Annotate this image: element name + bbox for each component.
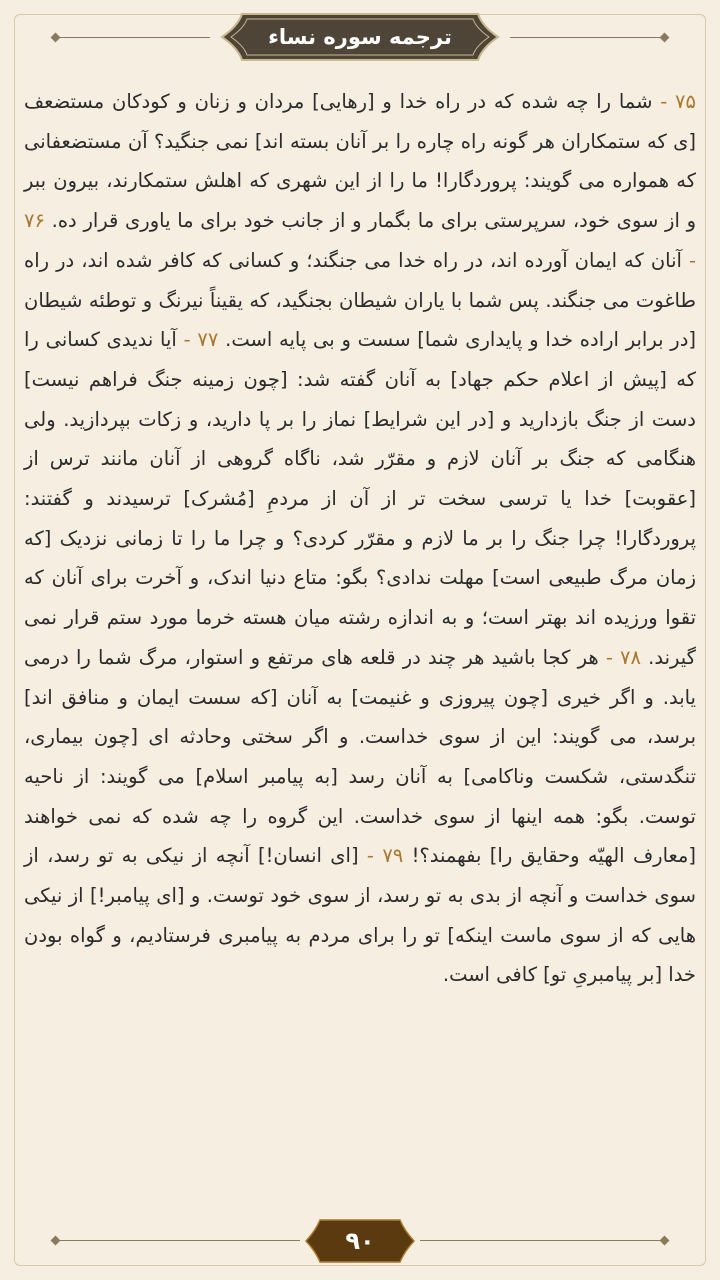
translation-text — [24, 82, 696, 995]
page-number-plaque — [304, 1218, 416, 1264]
footer-ornament-right — [660, 1236, 670, 1246]
verse-text-75: شما را چه شده که در راه خدا و [رهایی] مردان و زنان و کودکان مستضعف [ی که ستمکاران هر گونه راه چاره را بر آنان بسته اند] نمی جنگید؟ آن مستضعفانی که همواره می گویند: پروردگارا! ما را از این شهری که اهلش ستمکارند، بیرون ببر و از سوی خود، سرپرستی برای ما بگمار و از جانب خود برای ما یاوری قرار ده. — [24, 90, 696, 233]
verse-number-78: ۷۸ - — [605, 645, 641, 669]
header-divider-right — [510, 37, 660, 38]
footer-ornament-left — [51, 1236, 61, 1246]
header-ornament-left — [51, 33, 61, 43]
footer-divider-right — [420, 1240, 660, 1241]
header — [0, 10, 720, 64]
verse-number-75: ۷۵ - — [660, 90, 696, 113]
verse-text-78: هر کجا باشید هر چند در قلعه های مرتفع و استوار، مرگ شما را درمی یابد. و اگر خیری [چون پیروزی و غنیمت] به آنان [که سست ایمان و منافق اند] برسد، می گویند: این از سوی خداست. و اگر سختی وحادثه ای [چون بیماری، تنگدستی، شکست وناکامی] به آنان رسد [به پیامبر اسلام] می گویند: از ناحیه توست. بگو: همه اینها از سوی خداست. این گروه را چه شده که نمی خواهند [معارف الهیّه وحقایق را] بفهمند؟! — [24, 645, 696, 868]
footer-divider-left — [60, 1240, 300, 1241]
verse-text-76: آنان که ایمان آورده اند، در راه خدا می جنگند؛ و کسانی که کافر شده اند، در راه طاغوت می جنگند. پس شما با یاران شیطان بجنگید، که یقیناً نیرنگ و توطئه شیطان [در برابر اراده خدا و پایداری شما] سست و بی پایه است. — [24, 248, 696, 352]
header-ornament-right — [660, 33, 670, 43]
verse-number-79: ۷۹ - — [366, 844, 404, 868]
page-title: ترجمه سوره نساء — [268, 25, 452, 49]
verse-text-77: آیا ندیدی کسانی را که [پیش از اعلام حکم جهاد] به آنان گفته شد: [چون زمینه جنگ فراهم نیست] دست از جنگ بازدارید و [در این شرایط] نماز را بر پا دارید، و زکات بپردازید. ولی هنگامی که جنگ بر آنان لازم و مقرّر شد، ناگاه گروهی از آنان مانند ترس از [عقوبت] خدا یا ترسی سخت تر از آن از مردمِ [مُشرک] ترسیدند و گفتند: پروردگارا! چرا جنگ را بر ما لازم و مقرّر کردی؟ و چرا ما را تا زمانی نزدیک [که زمان مرگ طبیعی است] مهلت ندادی؟ بگو: متاع دنیا اندک، و آخرت برای آنان که تقوا ورزیده اند بهتر است؛ و به اندازه رشته میان هسته خرما مورد ستم قرار نمی گیرند. — [24, 328, 696, 669]
header-divider-left — [60, 37, 210, 38]
verse-number-76: ۷۶ - — [24, 209, 696, 272]
verse-text-79: [ای انسان!] آنچه از نیکی به تو رسد، از سوی خداست و آنچه از بدی به تو رسد، از سوی خود توست. و [ای پیامبر!] از نیکی هایی که از سوی ماست اینکه] تو را برای مردم به پیامبری فرستادیم، و گواه بودن خدا [بر پیامبریِ تو] کافی است. — [24, 844, 696, 987]
footer — [0, 1218, 720, 1264]
title-plaque — [220, 12, 500, 62]
verse-number-77: ۷۷ - — [183, 328, 219, 352]
page-number: ۹۰ — [345, 1227, 375, 1255]
